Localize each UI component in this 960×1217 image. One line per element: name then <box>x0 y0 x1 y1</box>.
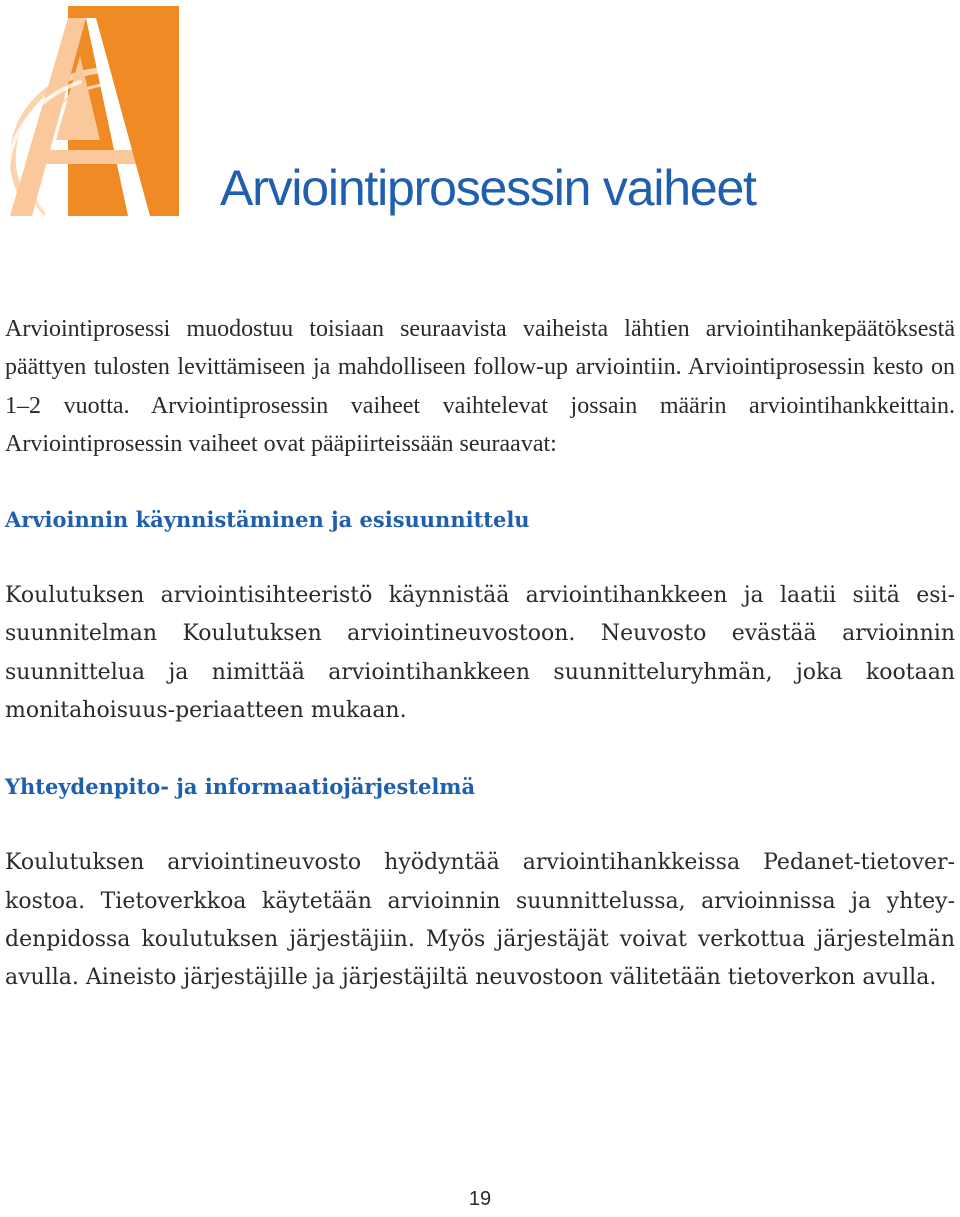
section-paragraph-yhteydenpito: Koulutuksen arviointineuvosto hyödyntää arviointihankkeissa Pedanet-tietoverkostoa. Tietoverkkoa käytetään arvioinnin suunnittelussa, arvioinnissa ja yhteydenpidossa koulutuksen järjestäjiin. Myös järjestäjät voivat verkottua järjestelmän avulla. Aineisto järjestäjille ja järjestäjiltä neuvostoon välitetään tietoverkon avulla. <box>5 850 955 991</box>
section-paragraph-kaynnistaminen: Koulutuksen arviointisihteeristö käynnistää arviointihankkeen ja laatii siitä esisuunnitelman Koulutuksen arviointineuvostoon. Neuvosto evästää arvioinnin suunnittelua ja nimittää arviointihankkeen suunnitteluryhmän, joka kootaan monitahoisuus-periaatteen mukaan. <box>5 583 955 724</box>
main-content <box>5 310 955 998</box>
letter-a-logo <box>0 0 185 220</box>
section-heading-yhteydenpito: Yhteydenpito- ja informaatiojärjestelmä <box>5 774 476 800</box>
page-number: 19 <box>468 1188 492 1210</box>
intro-paragraph: Arviointiprosessi muodostuu toisiaan seuraavista vaiheista lähtien arviointihankepäätöksestä päättyen tulosten levittämiseen ja mahdolliseen follow-up arviointiin. Arviointiprosessin kesto on 1–2 vuotta. Arviointiprosessin vaiheet vaihtelevat jossain määrin arviointihankkeittain. Arviointiprosessin vaiheet ovat pääpiirteissään seuraavat: <box>5 316 955 457</box>
section-heading-kaynnistaminen: Arvioinnin käynnistäminen ja esisuunnittelu <box>5 507 530 533</box>
page-title: Arviointiprosessin vaiheet <box>220 160 756 216</box>
